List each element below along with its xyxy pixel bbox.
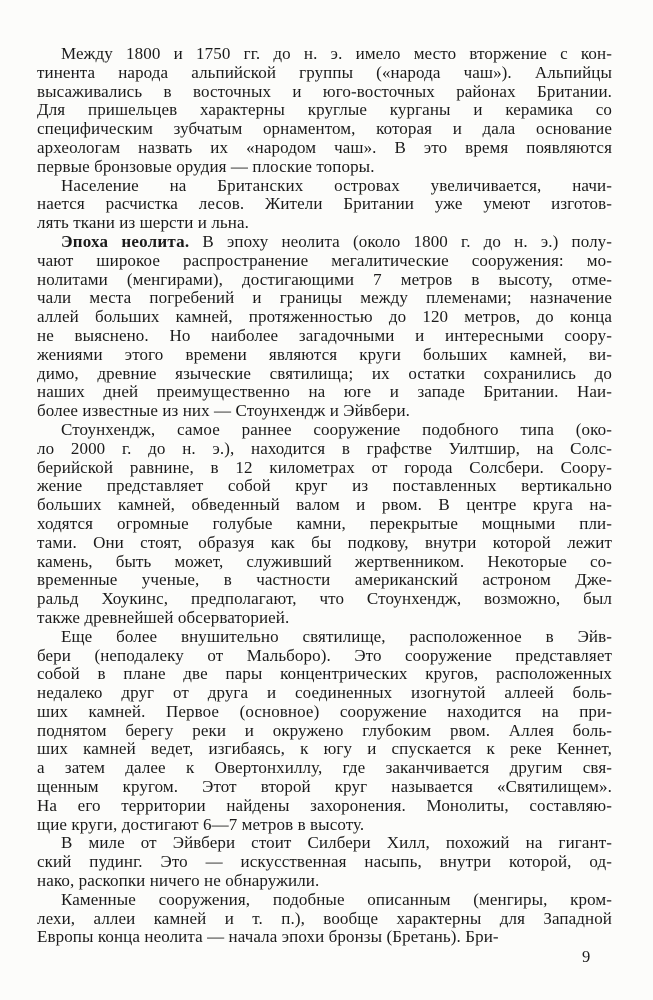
text-line: наших дней преимущественно на юге и западе Британии. Наи- (37, 382, 612, 402)
paragraph (37, 628, 612, 835)
text-line: жениями этого времени являются круги больших камней, ви- (37, 344, 612, 364)
text-line: Каменные сооружения, подобные описанным (менгиры, кром- (61, 889, 612, 909)
text-line: нается расчистка лесов. Жители Британии уже умеют изготов- (37, 194, 612, 214)
text-line: В миле от Эйвбери стоит Силбери Хилл, похожий на гигант- (61, 833, 612, 853)
text-line: не выяснено. Но наиболее загадочными и интересными соору- (37, 325, 612, 345)
text-line: ших камней. Первое (основное) сооружение находится на при- (37, 701, 612, 721)
text-line: первые бронзовые орудия — плоские топоры. (37, 156, 375, 176)
text-line: собой в плане две пары концентрических кругов, расположенных (37, 664, 612, 684)
text-line: поднятом берегу реки и окружено глубоким рвом. Аллея боль- (37, 720, 612, 740)
text-line: Эпоха неолита. В эпоху неолита (около 1800 г. до н. э.) полу- (61, 231, 613, 251)
text-line: нолитами (менгирами), достигающими 7 метров в высоту, отме- (37, 269, 612, 289)
text-line: высаживались в восточных и юго-восточных районах Британии. (37, 81, 612, 101)
text-line: Для пришельцев характерны круглые курганы и керамика со (37, 100, 612, 120)
text-line: тинента народа альпийской группы («народа чаш»). Альпийцы (37, 62, 612, 82)
text-line: специфическим зубчатым орнаментом, которая и дала основание (37, 119, 612, 139)
text-line: тами. Они стоят, образуя как бы подкову, внутри которой лежит (37, 532, 612, 552)
text-line: Европы конца неолита — начала эпохи бронзы (Бретань). Бри- (37, 927, 499, 947)
text-line: больших камней, обведенный валом и рвом. В центре круга на- (37, 495, 612, 515)
text-line: Стоунхендж, самое раннее сооружение подобного типа (око- (61, 419, 612, 439)
text-line: щенным кругом. Этот второй круг называется «Святилищем». (37, 777, 612, 797)
text-line: чали места погребений и границы между племенами; назначение (37, 288, 612, 308)
text-line: ло 2000 г. до н. э.), находится в графстве Уилтшир, на Солс- (37, 438, 612, 458)
text-line: щие круги, достигают 6—7 метров в высоту. (37, 814, 365, 834)
text-line: лехи, аллеи камней и т. п.), вообще характерны для Западной (37, 908, 612, 928)
text-line: Еще более внушительно святилище, расположенное в Эйв- (61, 626, 612, 646)
text-line: На его территории найдены захоронения. Монолиты, составляю- (37, 795, 612, 815)
text-line: недалеко друг от друга и соединенных изогнутой аллеей боль- (37, 683, 612, 703)
text-line: археологам назвать их «народом чаш». В это время появляются (37, 137, 612, 157)
paragraph (37, 421, 612, 628)
text-line: димо, древние языческие святилища; их остатки сохранились до (37, 363, 612, 383)
text-block (37, 45, 612, 947)
text-line: а затем далее к Овертонхиллу, где заканчивается другим свя- (37, 758, 612, 778)
text-line: берийской равнине, в 12 километрах от города Солсбери. Соору- (37, 457, 612, 477)
text-line: ральд Хоукинс, предполагают, что Стоунхендж, возможно, был (37, 589, 612, 609)
page-number: 9 (582, 947, 591, 966)
text-line: лять ткани из шерсти и льна. (37, 213, 249, 233)
paragraph-lead-bold: Эпоха неолита. (61, 231, 190, 251)
paragraph (37, 45, 612, 177)
text-line: камень, быть может, служивший жертвенником. Некоторые со- (37, 551, 612, 571)
text-line: аллей больших камней, протяженностью до 120 метров, до конца (37, 307, 612, 327)
text-line: ский пудинг. Это — искусственная насыпь, внутри которой, од- (37, 852, 612, 872)
text-line: также древнейшей обсерваторией. (37, 607, 290, 627)
text-line: временные ученые, в частности американский астроном Дже- (37, 570, 612, 590)
text-line: ходятся огромные голубые камни, перекрытые мощными пли- (37, 513, 612, 533)
text-line: нако, раскопки ничего не обнаружили. (37, 871, 320, 891)
text-line: бери (неподалеку от Мальборо). Это сооружение представляет (37, 645, 612, 665)
text-line: ших камней ведет, изгибаясь, к югу и спускается к реке Кеннет, (37, 739, 612, 759)
paragraph (37, 177, 612, 233)
text-line: чают широкое распространение мегалитические сооружения: мо- (37, 250, 612, 270)
paragraph (37, 834, 612, 890)
text-line: Между 1800 и 1750 гг. до н. э. имело место вторжение с кон- (61, 44, 612, 63)
paragraph (37, 891, 612, 947)
paragraph (37, 233, 612, 421)
text-line: Население на Британских островах увеличивается, начи- (61, 175, 612, 195)
text-line: жение представляет собой круг из поставленных вертикально (37, 476, 612, 496)
text-line: более известные из них — Стоунхендж и Эйвбери. (37, 401, 411, 421)
